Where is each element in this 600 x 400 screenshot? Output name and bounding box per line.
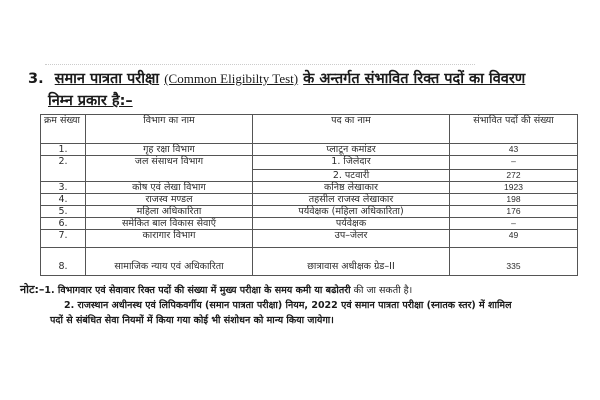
heading-hindi-title: समान पात्रता परीक्षा <box>54 71 160 87</box>
header-department: विभाग का नाम <box>86 115 253 144</box>
scan-artifact-line <box>45 64 475 65</box>
table-row <box>41 194 578 206</box>
cell-post: तहसील राजस्व लेखाकार <box>253 194 450 206</box>
table-row <box>41 218 578 230</box>
cell-post: 1. जिलेदार <box>253 156 450 170</box>
cell-sno: 6. <box>41 218 86 230</box>
section-number: 3. <box>28 71 44 87</box>
table-header-row <box>41 115 578 144</box>
table-row <box>41 144 578 156</box>
heading-line2: निम्न प्रकार है:– <box>48 93 133 109</box>
heading-hindi-continuation: के अन्तर्गत संभावित रिक्त पदों का विवरण <box>303 71 526 87</box>
cell-post: छात्रावास अधीक्षक ग्रेड–II <box>253 248 450 276</box>
cell-post: पर्यवेक्षक <box>253 218 450 230</box>
vacancy-table <box>40 114 578 276</box>
cell-post: 2. पटवारी <box>253 170 450 182</box>
note-1-suffix: की जा सकती है। <box>353 285 413 296</box>
cell-count: 335 <box>450 248 578 276</box>
table-row <box>41 230 578 248</box>
cell-count: 176 <box>450 206 578 218</box>
header-post-count: संभावित पदों की संख्या <box>450 115 578 144</box>
cell-count: 1923 <box>450 182 578 194</box>
cell-sno: 1. <box>41 144 86 156</box>
note-1-text: 1. विभागवार एवं सेवावार रिक्त पदों की संख्या में मुख्य परीक्षा के समय कमी या बढोतरी <box>44 285 351 296</box>
heading-english-title: (Common Eligibilty Test) <box>164 71 299 86</box>
note-2-line2: पदों से संबंधित सेवा नियमों में किया गया कोई भी संशोधन को मान्य किया जायेगा। <box>50 315 334 326</box>
cell-dept: गृह रक्षा विभाग <box>86 144 253 156</box>
note-2-line1: 2. राजस्थान अधीनस्थ एवं लिपिकवर्गीय (समान पात्रता परीक्षा) नियम, 2022 एवं समान पात्रता परीक्षा (स्नातक स्तर) में शामिल <box>64 300 512 311</box>
cell-sno: 2. <box>41 156 86 182</box>
cell-dept: समेकित बाल विकास सेवाएँ <box>86 218 253 230</box>
notes-section <box>20 282 595 328</box>
cell-sno: 7. <box>41 230 86 248</box>
cell-count: 272 <box>450 170 578 182</box>
cell-dept: सामाजिक न्याय एवं अधिकारिता <box>86 248 253 276</box>
cell-post: कनिष्ठ लेखाकार <box>253 182 450 194</box>
cell-dept: जल संसाधन विभाग <box>86 156 253 182</box>
cell-count: – <box>450 156 578 170</box>
table-row <box>41 206 578 218</box>
cell-post: पर्यवेक्षक (महिला अधिकारिता) <box>253 206 450 218</box>
cell-sno: 3. <box>41 182 86 194</box>
cell-sno: 5. <box>41 206 86 218</box>
cell-count: 43 <box>450 144 578 156</box>
cell-dept: कोष एवं लेखा विभाग <box>86 182 253 194</box>
cell-sno: 8. <box>41 248 86 276</box>
note-label: नोट:– <box>20 283 45 296</box>
header-post: पद का नाम <box>253 115 450 144</box>
cell-count: 49 <box>450 230 578 248</box>
cell-count: – <box>450 218 578 230</box>
section-heading <box>28 68 588 112</box>
cell-dept: कारागार विभाग <box>86 230 253 248</box>
cell-post: उप–जेलर <box>253 230 450 248</box>
table-row <box>41 248 578 276</box>
cell-dept: राजस्व मण्डल <box>86 194 253 206</box>
table-row <box>41 156 578 170</box>
cell-dept: महिला अधिकारिता <box>86 206 253 218</box>
header-serial-no: क्रम संख्या <box>41 115 86 144</box>
table-row <box>41 182 578 194</box>
cell-count: 198 <box>450 194 578 206</box>
cell-post: प्लाटून कमांडर <box>253 144 450 156</box>
cell-sno: 4. <box>41 194 86 206</box>
note-1 <box>20 282 595 298</box>
